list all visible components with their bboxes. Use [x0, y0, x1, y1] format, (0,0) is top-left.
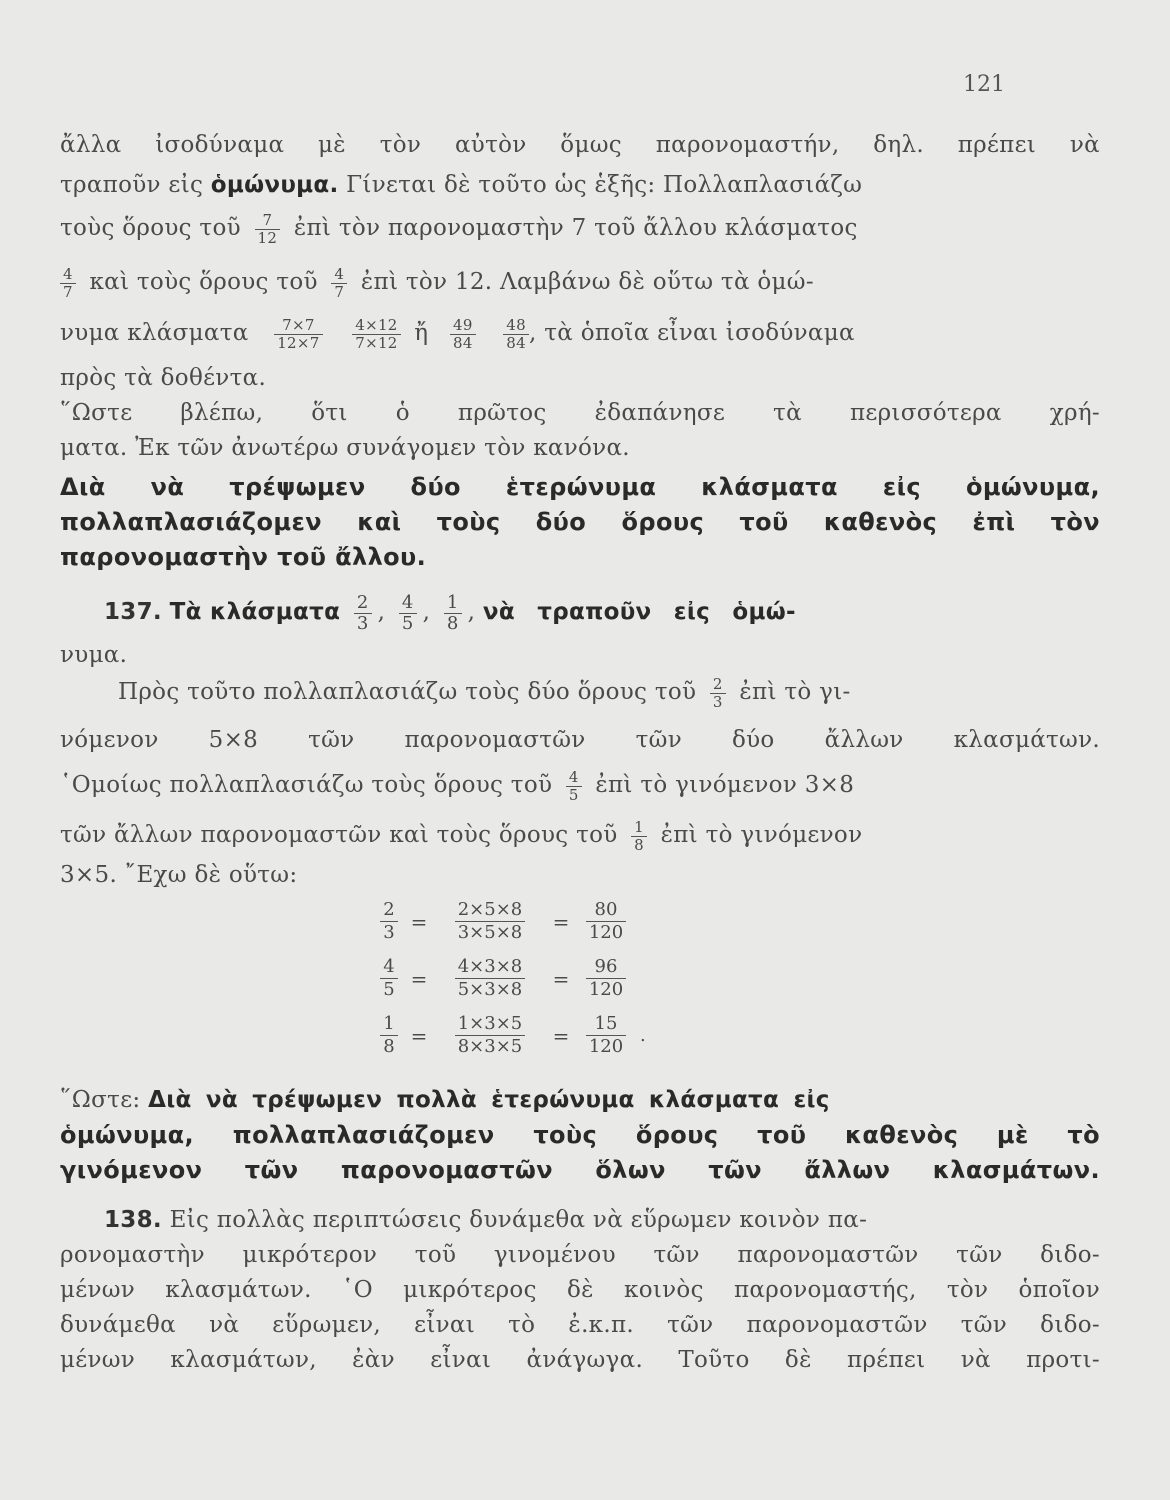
text-span: ἐπὶ τὸ γι- [739, 679, 851, 705]
text-line [60, 815, 1100, 855]
text-line: μένων κλασμάτων. ῾Ο μικρότερος δὲ κοινὸς παρονομαστής, τὸν ὁποῖον [60, 1277, 1100, 1303]
fraction: $\frac{48}{84}$ [503, 317, 529, 352]
text-span: Πρὸς τοῦτο πολλαπλασιάζω τοὺς δύο ὅρους τοῦ [118, 679, 697, 705]
page-number: 121 [963, 72, 1005, 97]
text-span: τοὺς ὅρους τοῦ [60, 215, 241, 241]
text-line: νυμα. [60, 642, 128, 668]
equation-block [370, 893, 646, 1064]
paragraph-138 [60, 1200, 1100, 1240]
text-span: τραποῦν εἰς [60, 172, 204, 198]
bold-text: Διὰ νὰ τρέψωμεν πολλὰ ἑτερώνυμα κλάσματα εἰς [148, 1087, 830, 1113]
fraction: $\frac{49}{84}$ [450, 317, 476, 352]
fraction: $\frac{4}{5}$ [566, 769, 582, 804]
text-line: νυμα κλάσματα $\frac{7\times 7}{12\times 7}$ $\frac{4\times 12}{7\times 12}$ ἤ $\frac{49}{84}$ $\frac{48}{84}$ , τὰ ὁποῖα εἶναι ἰσοδύναμα [60, 315, 855, 352]
text-line [60, 208, 1100, 248]
text-span: ἐπὶ τὸν παρονομαστὴν 7 τοῦ ἄλλου κλάσματος [293, 215, 858, 241]
text-line: 3×5. ῎Εχω δὲ οὕτω: [60, 862, 298, 888]
text-line: ρονομαστὴν μικρότερον τοῦ γινομένου τῶν παρονομαστῶν τῶν διδο- [60, 1242, 1100, 1268]
text-span: ῞Ωστε: [60, 1087, 141, 1113]
text-line: νόμενον 5×8 τῶν παρονομαστῶν τῶν δύο ἄλλων κλασμάτων. [60, 727, 1100, 753]
fraction: $\frac{7\times 7}{12\times 7}$ [274, 317, 322, 352]
rule-line: γινόμενον τῶν παρονομαστῶν ὅλων τῶν ἄλλων κλασμάτων. [60, 1156, 1100, 1184]
equation-row: $\frac{2}{3}$ = $\frac{2\times 5\times 8}{3\times 5\times 8}$ = $\frac{80}{120}$ [370, 893, 646, 950]
text-span: τῶν ἄλλων παρονομαστῶν καὶ τοὺς ὅρους τοῦ [60, 822, 618, 848]
text-span: Εἰς πολλὰς περιπτώσεις δυνάμεθα νὰ εὕρωμεν κοινὸν πα- [169, 1207, 868, 1233]
equation-row: $\frac{4}{5}$ = $\frac{4\times 3\times 8}{5\times 3\times 8}$ = $\frac{96}{120}$ [370, 950, 646, 1007]
text-span: νὰ τραποῦν εἰς ὁμώ- [482, 599, 796, 625]
text-span: Τὰ κλάσματα [169, 599, 341, 625]
text-span: ἤ [414, 320, 429, 346]
text-line: ματα. Ἐκ τῶν ἀνωτέρω συνάγομεν τὸν κανόνα. [60, 435, 630, 461]
exercise-137: 137. Τὰ κλάσματα $\frac{2}{3}$ , $\frac{4}{5}$ , $\frac{1}{8}$ , νὰ τραποῦν εἰς ὁμώ- [104, 591, 796, 634]
text-line: ἄλλα ἰσοδύναμα μὲ τὸν αὐτὸν ὅμως παρονομαστήν, δηλ. πρέπει νὰ [60, 132, 1100, 158]
text-line: ῞Ωστε βλέπω, ὅτι ὁ πρῶτος ἐδαπάνησε τὰ περισσότερα χρή- [60, 400, 1100, 426]
text-line: πρὸς τὰ δοθέντα. [60, 365, 267, 391]
text-line [60, 165, 1100, 205]
text-span: καὶ τοὺς ὅρους τοῦ [89, 269, 318, 295]
text-line [60, 672, 1100, 712]
text-span: τὰ ὁποῖα εἶναι ἰσοδύναμα [544, 320, 855, 346]
rule-line: παρονομαστὴν τοῦ ἄλλου. [60, 543, 427, 571]
fraction: $\frac{4}{5}$ [399, 593, 417, 634]
conclusion-line [60, 1080, 1100, 1120]
fraction: $\frac{2}{3}$ [710, 676, 726, 711]
text-line [60, 765, 1100, 805]
text-span: νυμα κλάσματα [60, 320, 249, 346]
fraction: $\frac{7}{12}$ [255, 212, 281, 247]
fraction: $\frac{1}{8}$ [444, 593, 462, 634]
exercise-number: 138. [104, 1207, 162, 1233]
text-line: μένων κλασμάτων, ἐὰν εἶναι ἀνάγωγα. Τοῦτο δὲ πρέπει νὰ προτι- [60, 1347, 1100, 1373]
text-span: ἐπὶ τὸ γινόμενον 3×8 [595, 772, 855, 798]
rule-line: Διὰ νὰ τρέψωμεν δύο ἑτερώνυμα κλάσματα εἰς ὁμώνυμα, [60, 473, 1100, 501]
text-line: δυνάμεθα νὰ εὕρωμεν, εἶναι τὸ ἐ.κ.π. τῶν παρονομαστῶν τῶν διδο- [60, 1312, 1100, 1338]
text-line [60, 262, 1100, 302]
equation-row: $\frac{1}{8}$ = $\frac{1\times 3\times 5}{8\times 3\times 5}$ = $\frac{15}{120}$ . [370, 1007, 646, 1064]
text-span: ἐπὶ τὸ γινόμενον [660, 822, 863, 848]
fraction: $\frac{2}{3}$ [354, 593, 372, 634]
bold-term: ὁμώνυμα. [210, 172, 339, 198]
text-span: ἐπὶ τὸν 12. Λαμβάνω δὲ οὕτω τὰ ὁμώ- [360, 269, 814, 295]
fraction: $\frac{4}{7}$ [60, 266, 76, 301]
fraction: $\frac{4}{7}$ [331, 266, 347, 301]
exercise-number: 137. [104, 599, 162, 625]
text-span: ῾Ομοίως πολλαπλασιάζω τοὺς ὅρους τοῦ [60, 772, 553, 798]
fraction: $\frac{4\times 12}{7\times 12}$ [352, 317, 400, 352]
rule-line: πολλαπλασιάζομεν καὶ τοὺς δύο ὅρους τοῦ καθενὸς ἐπὶ τὸν [60, 508, 1100, 536]
rule-line: ὁμώνυμα, πολλαπλασιάζομεν τοὺς ὅρους τοῦ καθενὸς μὲ τὸ [60, 1121, 1100, 1149]
text-span: Γίνεται δὲ τοῦτο ὡς ἑξῆς: Πολλαπλασιάζω [346, 172, 863, 198]
fraction: $\frac{1}{8}$ [631, 819, 647, 854]
